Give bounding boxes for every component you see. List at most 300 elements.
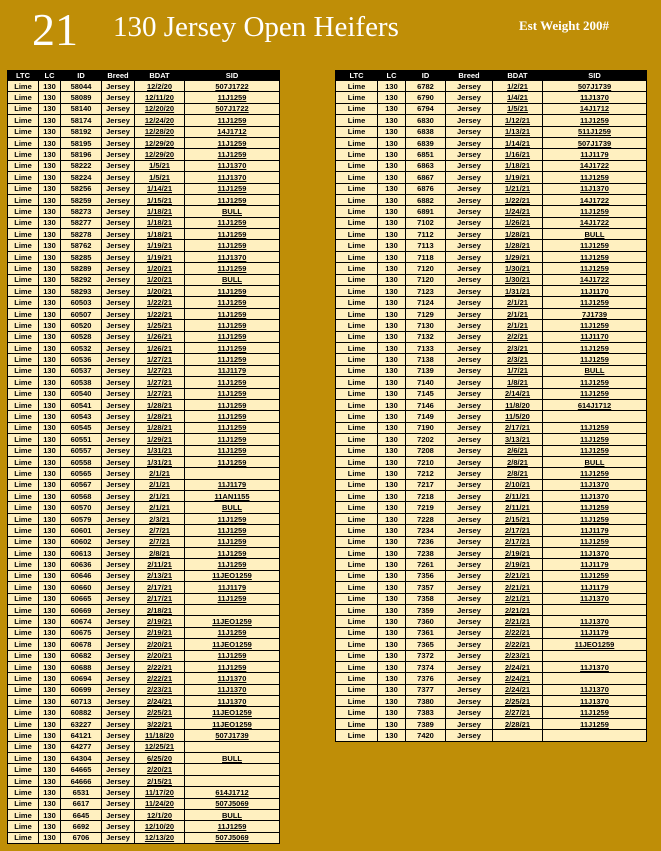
- cell-sid: 11J1179: [543, 525, 647, 536]
- cell-id: 7376: [406, 673, 446, 684]
- cell-bdat: 2/24/21: [135, 696, 185, 707]
- cell-sid: 11J1259: [185, 286, 280, 297]
- cell-id: 6531: [61, 787, 102, 798]
- cell-sid: 11J1370: [543, 616, 647, 627]
- cell-ltc: Lime: [336, 468, 378, 479]
- cell-ltc: Lime: [8, 81, 39, 92]
- cell-lc: 130: [39, 548, 61, 559]
- cell-sid: 11J1370: [543, 92, 647, 103]
- table-row: [8, 274, 280, 285]
- cell-bdat: 12/20/20: [135, 103, 185, 114]
- cell-breed: Jersey: [102, 650, 135, 661]
- cell-breed: Jersey: [102, 115, 135, 126]
- cell-ltc: Lime: [336, 183, 378, 194]
- cell-sid: 11J1259: [185, 194, 280, 205]
- cell-breed: Jersey: [102, 696, 135, 707]
- cell-ltc: Lime: [8, 775, 39, 786]
- estimated-weight: Est Weight 200#: [519, 18, 610, 33]
- cell-ltc: Lime: [8, 559, 39, 570]
- cell-sid: BULL: [185, 502, 280, 513]
- cell-lc: 130: [39, 775, 61, 786]
- page-header: [0, 0, 661, 66]
- cell-ltc: Lime: [336, 411, 378, 422]
- cell-breed: Jersey: [446, 479, 493, 490]
- cell-lc: 130: [378, 149, 406, 160]
- cell-breed: Jersey: [102, 832, 135, 843]
- cell-lc: 130: [39, 126, 61, 137]
- cell-bdat: 12/2/20: [135, 81, 185, 92]
- cell-lc: 130: [39, 411, 61, 422]
- cell-ltc: Lime: [8, 707, 39, 718]
- cell-id: 7123: [406, 286, 446, 297]
- cell-id: 7120: [406, 263, 446, 274]
- table-row: [336, 593, 647, 604]
- cell-breed: Jersey: [446, 616, 493, 627]
- cell-lc: 130: [378, 661, 406, 672]
- cell-ltc: Lime: [8, 126, 39, 137]
- table-row: [336, 604, 647, 615]
- cell-ltc: Lime: [336, 502, 378, 513]
- cell-bdat: 2/1/21: [135, 479, 185, 490]
- cell-breed: Jersey: [102, 456, 135, 467]
- left-cattle-table: [7, 70, 280, 844]
- cell-bdat: 1/4/21: [493, 92, 543, 103]
- table-row: [336, 217, 647, 228]
- cell-breed: Jersey: [446, 308, 493, 319]
- cell-sid: 507J1739: [543, 137, 647, 148]
- page-title: 130 Jersey Open Heifers: [113, 11, 399, 43]
- cell-breed: Jersey: [446, 422, 493, 433]
- cell-id: 7217: [406, 479, 446, 490]
- cell-breed: Jersey: [446, 502, 493, 513]
- cell-bdat: 2/1/21: [135, 502, 185, 513]
- cell-bdat: 2/15/21: [493, 513, 543, 524]
- cell-ltc: Lime: [336, 491, 378, 502]
- cell-lc: 130: [39, 320, 61, 331]
- table-row: [336, 502, 647, 513]
- cell-sid: 11J1259: [543, 468, 647, 479]
- table-row: [336, 434, 647, 445]
- cell-ltc: Lime: [8, 217, 39, 228]
- cell-id: 6891: [406, 206, 446, 217]
- cell-lc: 130: [378, 229, 406, 240]
- cell-ltc: Lime: [8, 525, 39, 536]
- cell-id: 60541: [61, 399, 102, 410]
- cell-lc: 130: [39, 798, 61, 809]
- cell-breed: Jersey: [102, 217, 135, 228]
- cell-sid: 11JEO1259: [185, 616, 280, 627]
- cell-ltc: Lime: [336, 217, 378, 228]
- table-row: [8, 787, 280, 798]
- cell-sid: 11J1370: [543, 479, 647, 490]
- cell-bdat: 2/17/21: [493, 525, 543, 536]
- cell-sid: 507J5069: [185, 832, 280, 843]
- table-row: [336, 388, 647, 399]
- cell-bdat: 2/1/21: [493, 320, 543, 331]
- cell-id: 6794: [406, 103, 446, 114]
- cell-bdat: 11/8/20: [493, 399, 543, 410]
- cell-bdat: 2/20/21: [135, 650, 185, 661]
- table-row: [8, 103, 280, 114]
- cell-bdat: 2/11/21: [493, 491, 543, 502]
- cell-bdat: 2/28/21: [493, 718, 543, 729]
- cell-breed: Jersey: [102, 684, 135, 695]
- cell-breed: Jersey: [446, 286, 493, 297]
- cell-id: 60665: [61, 593, 102, 604]
- cell-breed: Jersey: [102, 388, 135, 399]
- table-row: [8, 616, 280, 627]
- cell-lc: 130: [39, 684, 61, 695]
- cell-bdat: 1/18/21: [135, 206, 185, 217]
- table-row: [8, 468, 280, 479]
- cell-breed: Jersey: [102, 137, 135, 148]
- cell-lc: 130: [378, 434, 406, 445]
- cell-id: 60579: [61, 513, 102, 524]
- cell-lc: 130: [378, 650, 406, 661]
- cell-ltc: Lime: [336, 639, 378, 650]
- cell-id: 7359: [406, 604, 446, 615]
- cell-bdat: 1/28/21: [135, 411, 185, 422]
- cell-bdat: 2/6/21: [493, 445, 543, 456]
- cell-bdat: 1/15/21: [135, 194, 185, 205]
- cell-sid: 11JEO1259: [185, 570, 280, 581]
- cell-ltc: Lime: [336, 661, 378, 672]
- cell-ltc: Lime: [8, 673, 39, 684]
- cell-breed: Jersey: [446, 354, 493, 365]
- cell-breed: Jersey: [446, 593, 493, 604]
- cell-sid: 14J1712: [185, 126, 280, 137]
- table-row: [336, 627, 647, 638]
- cell-lc: 130: [39, 81, 61, 92]
- cell-sid: [185, 764, 280, 775]
- table-row: [8, 92, 280, 103]
- cell-id: 60713: [61, 696, 102, 707]
- cell-id: 60557: [61, 445, 102, 456]
- table-row: [8, 730, 280, 741]
- cell-bdat: 3/22/21: [135, 718, 185, 729]
- cell-lc: 130: [378, 137, 406, 148]
- table-row: [336, 456, 647, 467]
- cell-bdat: 12/1/20: [135, 810, 185, 821]
- cell-id: 60688: [61, 661, 102, 672]
- cell-id: 6839: [406, 137, 446, 148]
- table-row: [8, 593, 280, 604]
- cell-lc: 130: [39, 229, 61, 240]
- cell-ltc: Lime: [336, 308, 378, 319]
- cell-lc: 130: [39, 263, 61, 274]
- table-row: [336, 684, 647, 695]
- cell-sid: 14J1722: [543, 194, 647, 205]
- cell-breed: Jersey: [102, 536, 135, 547]
- cell-id: 60570: [61, 502, 102, 513]
- cell-bdat: 2/22/21: [135, 661, 185, 672]
- cell-breed: Jersey: [102, 468, 135, 479]
- cell-id: 6782: [406, 81, 446, 92]
- cell-bdat: 1/31/21: [135, 445, 185, 456]
- cell-sid: 11J1370: [543, 661, 647, 672]
- table-row: [8, 775, 280, 786]
- table-row: [336, 513, 647, 524]
- cell-ltc: Lime: [336, 536, 378, 547]
- cell-sid: 11J1259: [185, 422, 280, 433]
- cell-breed: Jersey: [446, 513, 493, 524]
- table-row: [8, 320, 280, 331]
- cell-bdat: 3/13/21: [493, 434, 543, 445]
- cell-sid: 11J1370: [543, 593, 647, 604]
- cell-ltc: Lime: [336, 479, 378, 490]
- table-row: [8, 707, 280, 718]
- cell-ltc: Lime: [8, 320, 39, 331]
- cell-bdat: 2/1/21: [493, 308, 543, 319]
- cell-breed: Jersey: [446, 251, 493, 262]
- cell-lc: 130: [39, 297, 61, 308]
- cell-lc: 130: [378, 103, 406, 114]
- cell-id: 6851: [406, 149, 446, 160]
- cell-sid: 11J1259: [185, 320, 280, 331]
- cell-breed: Jersey: [446, 559, 493, 570]
- cell-ltc: Lime: [336, 388, 378, 399]
- cell-ltc: Lime: [8, 821, 39, 832]
- cell-bdat: 2/22/21: [493, 639, 543, 650]
- table-row: [8, 411, 280, 422]
- cell-ltc: Lime: [8, 536, 39, 547]
- cell-ltc: Lime: [336, 286, 378, 297]
- cell-id: 58195: [61, 137, 102, 148]
- cell-lc: 130: [378, 696, 406, 707]
- cell-bdat: 2/24/21: [493, 661, 543, 672]
- cell-ltc: Lime: [8, 229, 39, 240]
- cell-ltc: Lime: [336, 456, 378, 467]
- cell-ltc: Lime: [8, 548, 39, 559]
- cell-sid: 11JEO1259: [185, 707, 280, 718]
- cell-bdat: 2/27/21: [493, 707, 543, 718]
- cell-id: 60507: [61, 308, 102, 319]
- cell-lc: 130: [378, 263, 406, 274]
- cell-breed: Jersey: [102, 627, 135, 638]
- cell-breed: Jersey: [446, 582, 493, 593]
- cell-ltc: Lime: [8, 832, 39, 843]
- cell-bdat: 1/14/21: [493, 137, 543, 148]
- cell-lc: 130: [39, 251, 61, 262]
- cell-breed: Jersey: [446, 274, 493, 285]
- cell-breed: Jersey: [102, 331, 135, 342]
- table-row: [8, 445, 280, 456]
- cell-breed: Jersey: [446, 206, 493, 217]
- cell-ltc: Lime: [8, 513, 39, 524]
- cell-id: 7208: [406, 445, 446, 456]
- cell-breed: Jersey: [446, 183, 493, 194]
- table-row: [8, 217, 280, 228]
- cell-id: 60543: [61, 411, 102, 422]
- cell-id: 60613: [61, 548, 102, 559]
- cell-bdat: 6/25/20: [135, 753, 185, 764]
- cell-id: 7228: [406, 513, 446, 524]
- cell-lc: 130: [39, 593, 61, 604]
- cell-sid: 11J1370: [543, 684, 647, 695]
- cell-sid: 11J1259: [185, 354, 280, 365]
- cell-sid: BULL: [185, 274, 280, 285]
- cell-sid: 11J1259: [543, 263, 647, 274]
- cell-bdat: 1/27/21: [135, 377, 185, 388]
- cell-bdat: 2/3/21: [493, 354, 543, 365]
- table-row: [8, 570, 280, 581]
- table-row: [8, 81, 280, 92]
- cell-ltc: Lime: [336, 707, 378, 718]
- cell-bdat: 12/10/20: [135, 821, 185, 832]
- table-row: [336, 650, 647, 661]
- table-row: [336, 365, 647, 376]
- cell-lc: 130: [39, 627, 61, 638]
- cell-bdat: 2/22/21: [493, 627, 543, 638]
- cell-ltc: Lime: [8, 365, 39, 376]
- cell-bdat: 1/13/21: [493, 126, 543, 137]
- cell-id: 58292: [61, 274, 102, 285]
- cell-breed: Jersey: [102, 513, 135, 524]
- cell-ltc: Lime: [8, 491, 39, 502]
- cell-ltc: Lime: [336, 229, 378, 240]
- cell-sid: 507J1722: [185, 103, 280, 114]
- cell-lc: 130: [39, 172, 61, 183]
- cell-ltc: Lime: [8, 445, 39, 456]
- cell-sid: 11J1259: [543, 388, 647, 399]
- table-row: [336, 137, 647, 148]
- cell-ltc: Lime: [336, 548, 378, 559]
- cell-lc: 130: [378, 456, 406, 467]
- cell-ltc: Lime: [8, 308, 39, 319]
- table-row: [336, 548, 647, 559]
- cell-sid: [185, 468, 280, 479]
- column-header-ltc: LTC: [8, 71, 39, 81]
- cell-sid: 11J1259: [543, 206, 647, 217]
- column-header-lc: LC: [378, 71, 406, 81]
- cell-id: 58192: [61, 126, 102, 137]
- cell-sid: 11J1259: [185, 536, 280, 547]
- cell-ltc: Lime: [8, 456, 39, 467]
- table-row: [8, 160, 280, 171]
- cell-lc: 130: [39, 342, 61, 353]
- table-row: [8, 263, 280, 274]
- cell-id: 60551: [61, 434, 102, 445]
- cell-id: 6617: [61, 798, 102, 809]
- cell-breed: Jersey: [446, 126, 493, 137]
- cell-bdat: 2/8/21: [493, 456, 543, 467]
- cell-sid: 11J1259: [185, 513, 280, 524]
- cell-breed: Jersey: [102, 308, 135, 319]
- cell-bdat: 2/14/21: [493, 388, 543, 399]
- cell-bdat: 1/28/21: [493, 240, 543, 251]
- cell-lc: 130: [378, 548, 406, 559]
- cell-ltc: Lime: [336, 342, 378, 353]
- table-row: [336, 616, 647, 627]
- cell-lc: 130: [39, 764, 61, 775]
- cell-breed: Jersey: [102, 229, 135, 240]
- cell-sid: 11J1259: [185, 548, 280, 559]
- table-row: [336, 251, 647, 262]
- cell-sid: BULL: [543, 229, 647, 240]
- cell-ltc: Lime: [8, 263, 39, 274]
- cell-lc: 130: [39, 616, 61, 627]
- cell-bdat: 2/19/21: [493, 548, 543, 559]
- cell-breed: Jersey: [102, 399, 135, 410]
- cell-lc: 130: [39, 377, 61, 388]
- cell-sid: 14J1722: [543, 160, 647, 171]
- cell-breed: Jersey: [102, 411, 135, 422]
- cell-id: 60520: [61, 320, 102, 331]
- cell-ltc: Lime: [336, 126, 378, 137]
- cell-bdat: 11/18/20: [135, 730, 185, 741]
- cell-id: 60675: [61, 627, 102, 638]
- cell-id: 60601: [61, 525, 102, 536]
- table-row: [8, 718, 280, 729]
- cell-ltc: Lime: [336, 650, 378, 661]
- cell-sid: [543, 650, 647, 661]
- cell-breed: Jersey: [446, 491, 493, 502]
- cell-ltc: Lime: [336, 365, 378, 376]
- cell-breed: Jersey: [446, 399, 493, 410]
- cell-bdat: 2/23/21: [135, 684, 185, 695]
- cell-sid: 11J1259: [185, 377, 280, 388]
- cell-id: 6790: [406, 92, 446, 103]
- table-header-row: [336, 71, 647, 81]
- cell-bdat: 2/24/21: [493, 673, 543, 684]
- cell-breed: Jersey: [102, 593, 135, 604]
- table-row: [336, 718, 647, 729]
- cell-sid: 11J1179: [185, 582, 280, 593]
- cell-sid: 11J1259: [543, 342, 647, 353]
- cell-ltc: Lime: [8, 741, 39, 752]
- cell-sid: 507J1722: [185, 81, 280, 92]
- cell-id: 58259: [61, 194, 102, 205]
- cell-id: 60565: [61, 468, 102, 479]
- cell-breed: Jersey: [102, 582, 135, 593]
- cell-breed: Jersey: [102, 810, 135, 821]
- cell-breed: Jersey: [446, 297, 493, 308]
- cell-ltc: Lime: [336, 81, 378, 92]
- table-row: [8, 696, 280, 707]
- cell-id: 7357: [406, 582, 446, 593]
- table-row: [336, 582, 647, 593]
- table-row: [8, 377, 280, 388]
- cell-id: 58196: [61, 149, 102, 160]
- cell-sid: 11J1370: [185, 172, 280, 183]
- cell-id: 6706: [61, 832, 102, 843]
- cell-sid: 11J1370: [185, 251, 280, 262]
- cell-lc: 130: [39, 582, 61, 593]
- cell-bdat: 2/8/21: [493, 468, 543, 479]
- cell-id: 60682: [61, 650, 102, 661]
- cell-id: 7377: [406, 684, 446, 695]
- cell-breed: Jersey: [446, 377, 493, 388]
- cell-sid: 511J1259: [543, 126, 647, 137]
- cell-sid: 11J1259: [543, 320, 647, 331]
- cell-breed: Jersey: [446, 434, 493, 445]
- cell-breed: Jersey: [446, 718, 493, 729]
- cell-breed: Jersey: [446, 445, 493, 456]
- cell-ltc: Lime: [336, 616, 378, 627]
- cell-id: 60568: [61, 491, 102, 502]
- cell-breed: Jersey: [446, 320, 493, 331]
- cell-id: 60532: [61, 342, 102, 353]
- table-row: [8, 331, 280, 342]
- cell-lc: 130: [378, 422, 406, 433]
- cell-breed: Jersey: [102, 707, 135, 718]
- cell-id: 7365: [406, 639, 446, 650]
- cell-ltc: Lime: [8, 183, 39, 194]
- cell-id: 6830: [406, 115, 446, 126]
- table-row: [8, 172, 280, 183]
- cell-id: 7118: [406, 251, 446, 262]
- cell-id: 58293: [61, 286, 102, 297]
